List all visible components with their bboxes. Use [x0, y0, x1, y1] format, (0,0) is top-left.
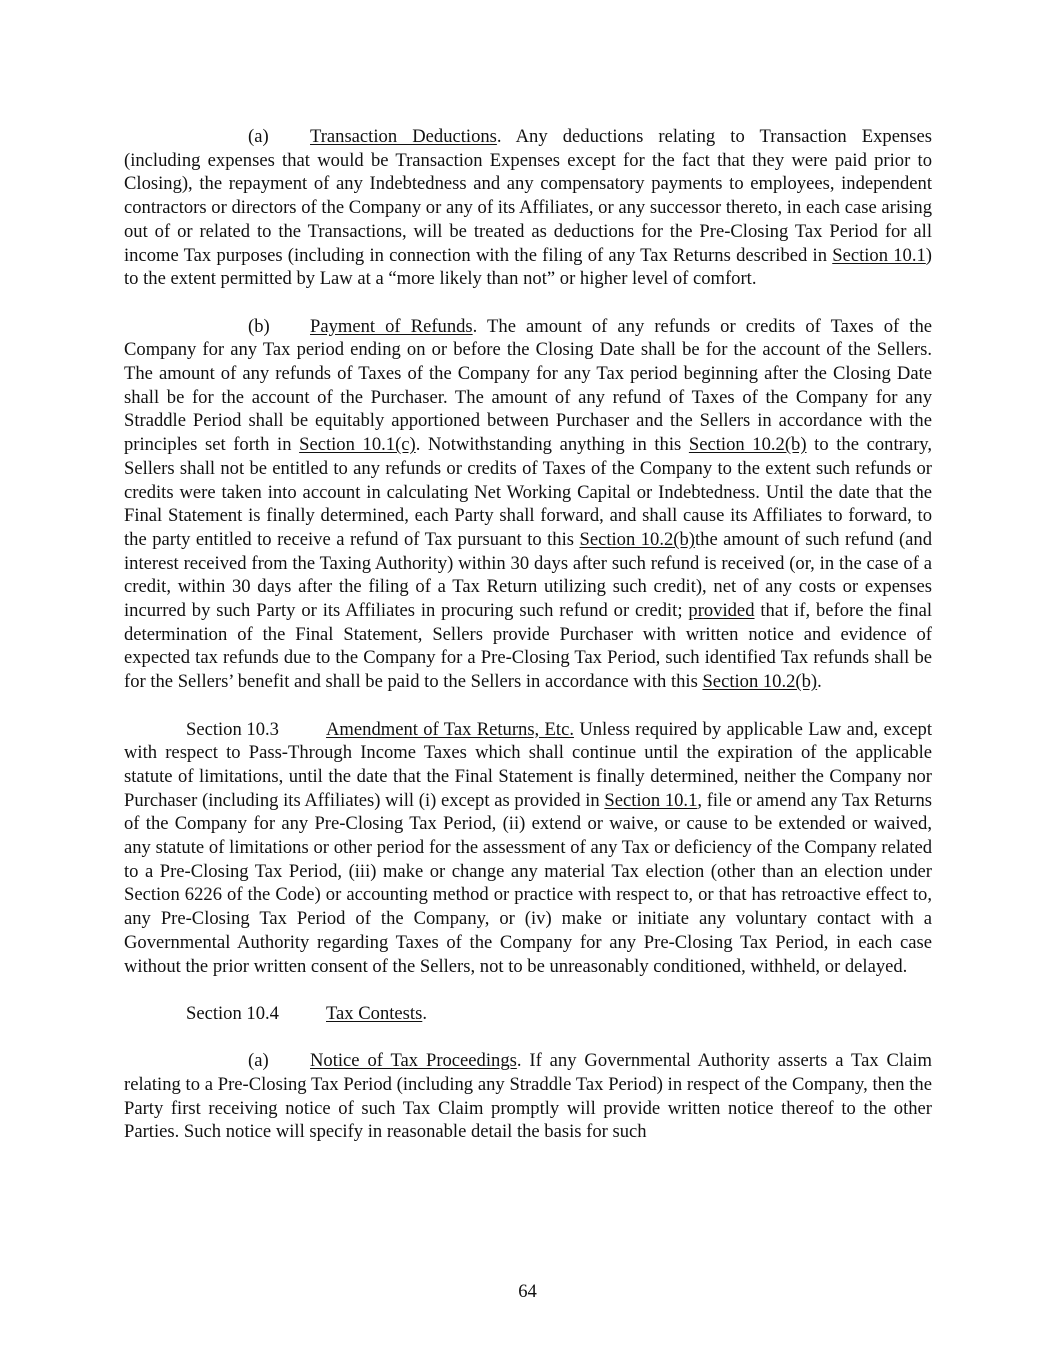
paragraph-payment-of-refunds — [124, 315, 932, 694]
clause-text: . Any deductions relating to Transaction Expenses (including expenses that would be Transaction Expenses except for the fact that they were paid prior to Closing), the repayment of any Indebtedness and any compensatory payments to employees, independent contractors or directors of the Company or any of its Affiliates, or any successor thereto, in each case arising out of or related to the Transactions, will be treated as deductions for the Pre-Closing Tax Period for all income Tax purposes (including in connection with the filing of any Tax Returns described in — [124, 126, 932, 266]
page-number: 64 — [518, 1281, 537, 1302]
clause-text: to the contrary, Sellers shall not be entitled to any refunds or credits of Taxes of the Company to the extent such refunds or credits were taken into account in calculating Net Working Capital or Indebtedness. Until the date that the Final Statement is finally determined, each Party shall forward, and shall cause its Affiliates to forward, to the party entitled to receive a refund of Tax pursuant to this — [124, 434, 932, 550]
clause-text: that if, before the final determination of the Final Statement, Sellers provide Purchaser with written notice and evidence of expected tax refunds due to the Company for a Pre-Closing Tax Period, such identified Tax refunds shall be for the Sellers’ benefit and shall be paid to the Sellers in accordance with this — [124, 600, 932, 693]
cross-reference: Section 10.2(b) — [688, 434, 807, 456]
section-heading: Tax Contests — [326, 1002, 423, 1024]
clause-text: . The amount of any refunds or credits of Taxes of the Company for any Tax period ending on or before the Closing Date shall be for the account of the Sellers. The amount of any refunds of Taxes of the Company for any Tax period beginning after the Closing Date shall be for the account of the Purchaser. The amount of any refund of Taxes of the Company for any Straddle Period shall be equitably apportioned between Purchaser and the Sellers in accordance with the principles set forth in — [124, 315, 933, 456]
clause-label: (a) — [248, 1050, 269, 1072]
section-heading: Amendment of Tax Returns, Etc. — [326, 718, 574, 740]
paragraph-notice-of-tax-proceedings — [124, 1049, 932, 1144]
clause-heading: Payment of Refunds — [310, 315, 473, 337]
proviso-term: provided — [688, 600, 755, 622]
section-number: Section 10.3 — [186, 718, 279, 740]
cross-reference: Section 10.2(b) — [579, 528, 695, 550]
cross-reference: Section 10.2(b) — [702, 671, 818, 693]
clause-label: (b) — [248, 315, 270, 337]
clause-heading: Transaction Deductions — [310, 126, 497, 147]
clause-text: . If any Governmental Authority asserts a Tax Claim relating to a Pre-Closing Tax Period (including any Straddle Tax Period) in respect of the Company, then the Party first receiving notice of such Tax Claim promptly will provide written notice thereof to the other Parties. Such notice will specify in reasonable detail the basis for such — [124, 1050, 932, 1143]
cross-reference: Section 10.1 — [604, 789, 698, 811]
section-text: . — [422, 1002, 427, 1024]
document-page — [124, 125, 932, 1168]
clause-text: . — [817, 671, 822, 693]
cross-reference: Section 10.1 — [832, 244, 926, 266]
section-text: , file or amend any Tax Returns of the Company for any Pre-Closing Tax Period, (ii) extend or waive, or cause to be extended or waived, any statute of limitations or other period for the assessment of any Tax or deficiency of the Company related to a Pre-Closing Tax Period, (iii) make or change any material Tax election (other than an election under Section 6226 of the Code) or accounting method or practice with respect to, or that has retroactive effect to, any Pre-Closing Tax Period of the Company, or (iv) make or initiate any voluntary contact with a Governmental Authority regarding Taxes of the Company for any Pre-Closing Tax Period, in each case without the prior written consent of the Sellers, not to be unreasonably conditioned, withheld, or delayed. — [124, 789, 932, 977]
section-number: Section 10.4 — [186, 1002, 279, 1024]
clause-text: . Notwithstanding anything in this — [415, 434, 689, 456]
section-text: Unless required by applicable Law and, except with respect to Pass-Through Income Taxes which shall continue until the expiration of the applicable statute of limitations, until the date that the Final Statement is finally determined, neither the Company nor Purchaser (including its Affiliates) will (i) except as provided in — [124, 718, 933, 811]
cross-reference: Section 10.1(c) — [299, 434, 416, 456]
paragraph-transaction-deductions — [124, 125, 932, 291]
section-10-3-amendment-of-tax-returns — [124, 718, 932, 979]
clause-text: the amount of such refund (and interest received from the Taxing Authority) within 30 days after such refund is received (or, in the case of a credit, within 30 days after the filing of a Tax Return utilizing such credit), net of any costs or expenses incurred by such Party or its Affiliates in procuring such refund or credit; — [124, 528, 933, 622]
clause-label: (a) — [248, 126, 269, 147]
section-10-4-tax-contests-heading — [124, 1002, 932, 1026]
clause-heading: Notice of Tax Proceedings — [310, 1050, 517, 1072]
clause-text: ) to the extent permitted by Law at a “more likely than not” or higher level of comfort. — [124, 244, 932, 290]
